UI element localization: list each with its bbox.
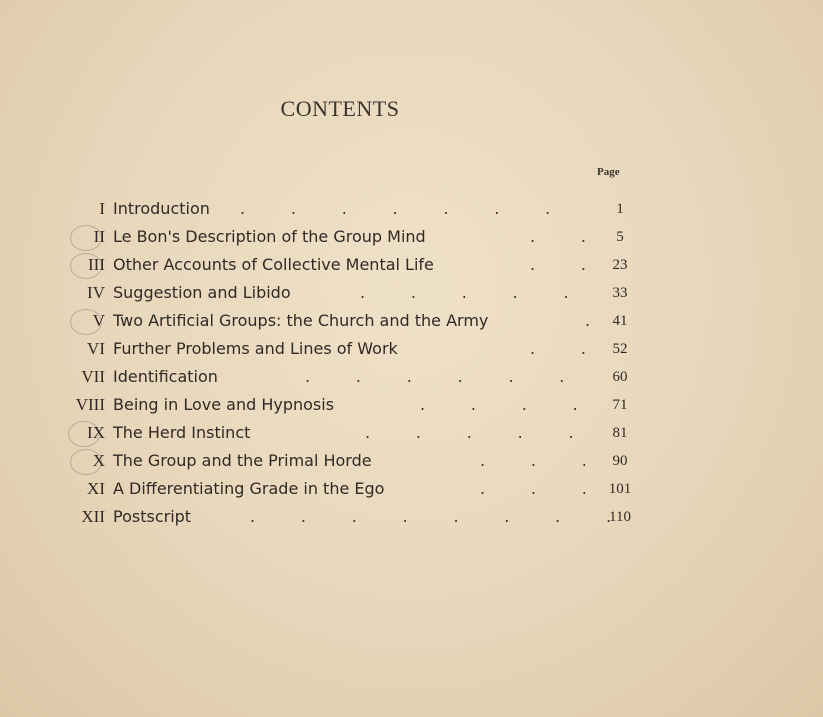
toc-entry <box>0 447 823 475</box>
chapter-title: Being in Love and Hypnosis <box>113 395 335 414</box>
chapter-numeral: XII <box>81 507 105 526</box>
page-number: 1 <box>616 201 624 217</box>
page-column-header: Page <box>597 166 620 178</box>
chapter-title: The Group and the Primal Horde <box>113 451 372 470</box>
toc-entry <box>0 475 823 503</box>
page-number: 110 <box>609 509 631 525</box>
leader-dots: . . . . . <box>360 283 569 302</box>
chapter-numeral: IX <box>87 423 105 442</box>
leader-dots: . . . <box>480 451 587 470</box>
leader-dots: . . . . . . . . <box>250 507 612 526</box>
page-number: 52 <box>612 341 628 357</box>
toc-entry <box>0 251 823 279</box>
toc-entry <box>0 279 823 307</box>
page-number: 81 <box>612 425 628 441</box>
chapter-numeral: VIII <box>75 395 105 414</box>
chapter-numeral: I <box>99 199 105 218</box>
toc-entry <box>0 335 823 363</box>
leader-dots: . . <box>530 339 586 358</box>
chapter-numeral: V <box>92 311 105 330</box>
leader-dots: . . . . <box>420 395 578 414</box>
toc-entry <box>0 223 823 251</box>
chapter-numeral: VII <box>81 367 105 386</box>
toc-entry <box>0 195 823 223</box>
page-number: 41 <box>612 313 628 329</box>
leader-dots: . . <box>530 227 586 246</box>
chapter-title: Further Problems and Lines of Work <box>113 339 398 358</box>
chapter-numeral: II <box>93 227 105 246</box>
chapter-title: Two Artificial Groups: the Church and the Army <box>113 311 489 330</box>
chapter-title: Suggestion and Libido <box>113 283 291 302</box>
leader-dots: . . . . . <box>365 423 574 442</box>
chapter-title: The Herd Instinct <box>113 423 251 442</box>
chapter-title: Postscript <box>113 507 192 526</box>
chapter-title: Other Accounts of Collective Mental Life <box>113 255 434 274</box>
page-number: 90 <box>612 453 628 469</box>
chapter-title: Introduction <box>113 199 210 218</box>
chapter-numeral: XI <box>87 479 105 498</box>
chapter-title: Identification <box>113 367 218 386</box>
page-title: CONTENTS <box>280 96 400 121</box>
leader-dots: . <box>585 311 591 330</box>
chapter-title: Le Bon's Description of the Group Mind <box>113 227 426 246</box>
page-number: 33 <box>612 285 628 301</box>
toc-entry <box>0 419 823 447</box>
leader-dots: . . . . . . . <box>240 199 551 218</box>
chapter-title: A Differentiating Grade in the Ego <box>113 479 385 498</box>
leader-dots: . . . . . . <box>305 367 565 386</box>
chapter-numeral: IV <box>87 283 105 302</box>
leader-dots: . . <box>530 255 586 274</box>
page-number: 5 <box>616 229 624 245</box>
chapter-numeral: III <box>88 255 105 274</box>
toc-entry <box>0 307 823 335</box>
toc-entry <box>0 503 823 531</box>
page-number: 101 <box>608 481 632 497</box>
page-number: 23 <box>612 257 628 273</box>
leader-dots: . . . <box>480 479 587 498</box>
toc-entry <box>0 363 823 391</box>
page-number: 60 <box>612 369 628 385</box>
chapter-numeral: VI <box>87 339 105 358</box>
toc-entry <box>0 391 823 419</box>
page-number: 71 <box>612 397 628 413</box>
chapter-numeral: X <box>92 451 105 470</box>
